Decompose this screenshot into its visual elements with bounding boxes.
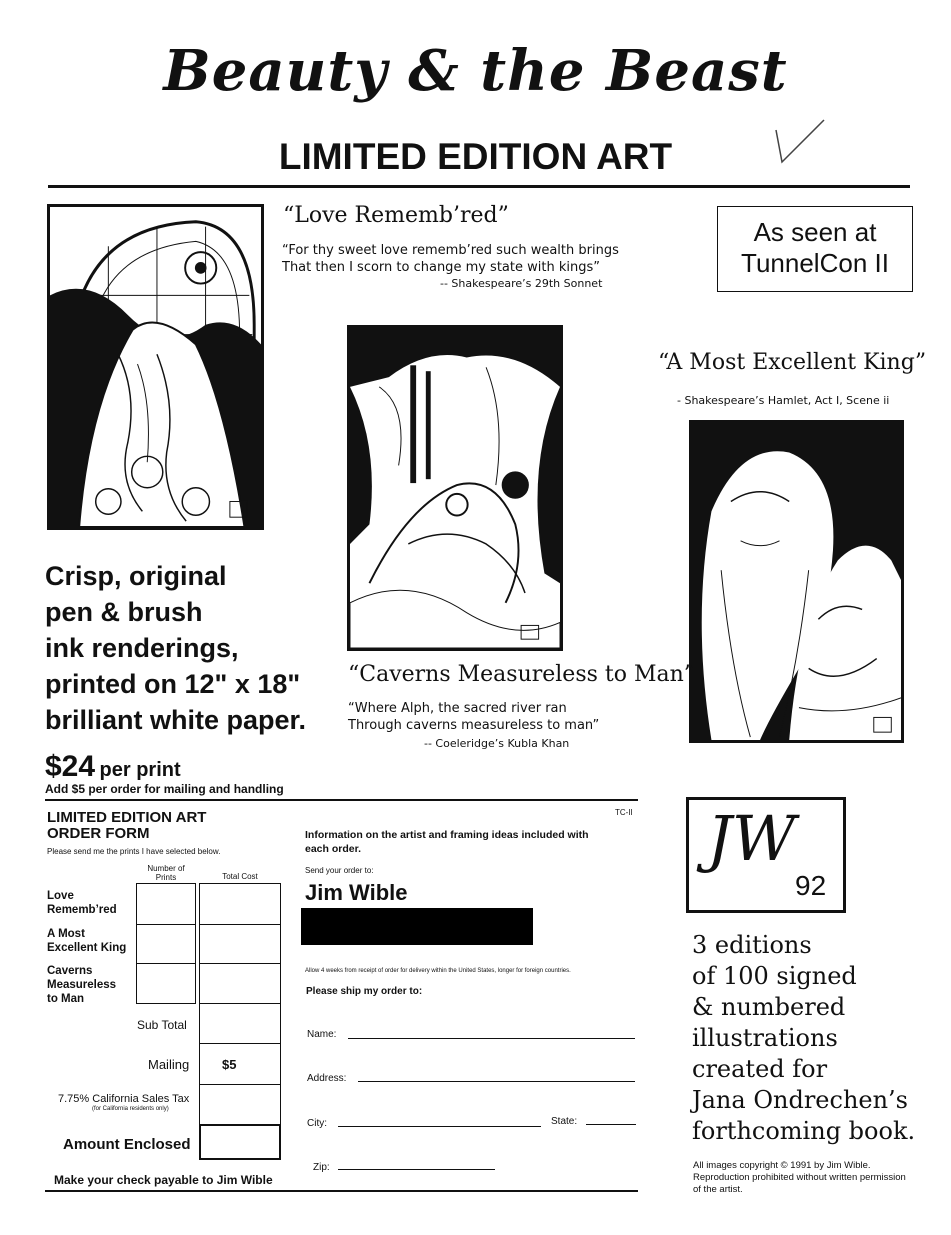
copyright-line1: All images copyright © 1991 by Jim Wible. <box>693 1160 871 1171</box>
editions-line3: & numbered <box>692 993 846 1021</box>
promo-text <box>45 558 306 738</box>
redacted-address-block <box>301 908 533 945</box>
name-label: Name: <box>307 1029 337 1040</box>
state-label: State: <box>551 1116 578 1127</box>
badge-line2: TunnelCon II <box>741 248 889 278</box>
subtotal-label: Sub Total <box>137 1018 187 1032</box>
row-label-king <box>47 927 126 955</box>
love-cost-field[interactable] <box>199 883 281 925</box>
editions-line4: illustrations <box>692 1024 838 1052</box>
excellent-king-artwork <box>689 420 904 743</box>
zip-label: Zip: <box>313 1162 330 1173</box>
copyright-notice <box>693 1160 906 1196</box>
page-title: Beauty & the Beast <box>163 38 788 104</box>
city-input[interactable] <box>338 1112 541 1127</box>
promo-line2: pen & brush <box>45 597 203 627</box>
form-bottom-divider <box>45 1190 638 1192</box>
love-remembered-attribution: -- Shakespeare’s 29th Sonnet <box>440 277 603 290</box>
form-code: TC-II <box>615 808 633 817</box>
row-caverns-line2: Measureless <box>47 979 117 991</box>
badge-line1: As seen at <box>753 217 877 247</box>
ship-label: Please ship my order to: <box>306 986 423 997</box>
copyright-line2: Reproduction prohibited without written permission <box>693 1172 906 1183</box>
price <box>45 750 181 784</box>
state-input[interactable] <box>586 1110 636 1125</box>
name-input[interactable] <box>348 1024 635 1039</box>
copyright-line3: of the artist. <box>693 1184 743 1195</box>
delivery-note: Allow 4 weeks from receipt of order for delivery within the United States, longer for foreign countries. <box>305 968 571 974</box>
editions-line2: of 100 signed <box>692 962 857 990</box>
order-form-title <box>47 810 206 842</box>
logo-initials: JW <box>707 802 796 875</box>
caverns-attribution: -- Coeleridge’s Kubla Khan <box>424 737 570 750</box>
mailing-value: $5 <box>222 1057 237 1072</box>
info-line1: Information on the artist and framing ideas included with <box>305 829 589 841</box>
row-king-line1: A Most <box>47 928 85 940</box>
order-form-title-line1: LIMITED EDITION ART <box>47 809 207 826</box>
info-line2: each order. <box>305 843 362 855</box>
editions-text <box>692 930 915 1147</box>
tax-note: (for California residents only) <box>92 1106 169 1112</box>
logo-year: 92 <box>795 870 827 901</box>
promo-line3: ink renderings, <box>45 633 239 663</box>
caverns-prints-field[interactable] <box>136 963 196 1004</box>
love-remembered-artwork <box>47 204 264 530</box>
caverns-quote-line1: “Where Alph, the sacred river ran <box>348 701 567 716</box>
caverns-quote-line2: Through caverns measureless to man” <box>348 718 600 733</box>
col-cost-header: Total Cost <box>222 872 258 881</box>
form-instructions: Please send me the prints I have selected below. <box>47 847 221 856</box>
check-note: Make your check payable to Jim Wible <box>54 1173 273 1187</box>
king-attribution: - Shakespeare’s Hamlet, Act I, Scene ii <box>677 394 890 407</box>
tunnelcon-badge <box>717 206 913 292</box>
promo-line1: Crisp, original <box>45 561 227 591</box>
row-love-line2: Remembʼred <box>47 904 117 916</box>
artist-name: Jim Wible <box>305 880 408 905</box>
king-prints-field[interactable] <box>136 924 196 964</box>
checkmark-icon <box>768 118 828 178</box>
row-love-line1: Love <box>47 890 74 902</box>
editions-line1: 3 editions <box>692 931 812 959</box>
mailing-label: Mailing <box>148 1057 190 1072</box>
artist-logo <box>686 797 846 913</box>
mailing-note: Add $5 per order for mailing and handling <box>45 782 284 796</box>
promo-line4: printed on 12" x 18" <box>45 669 301 699</box>
love-remembered-quote-line1: “For thy sweet love rememb’red such wealth brings <box>282 243 619 258</box>
row-label-love <box>47 889 117 917</box>
promo-line5: brilliant white paper. <box>45 705 307 735</box>
amount-enclosed-label: Amount Enclosed <box>63 1136 191 1153</box>
caverns-title: “Caverns Measureless to Man” <box>348 662 696 687</box>
tax-label: 7.75% California Sales Tax <box>58 1093 190 1105</box>
amount-enclosed-field[interactable] <box>199 1124 281 1160</box>
love-prints-field[interactable] <box>136 883 196 925</box>
tax-field[interactable] <box>199 1084 281 1125</box>
row-king-line2: Excellent King <box>47 942 127 954</box>
row-label-caverns <box>47 964 116 1006</box>
love-remembered-title: “Love Rememb’red” <box>283 203 509 228</box>
caverns-cost-field[interactable] <box>199 963 281 1004</box>
love-remembered-quote-line2: That then I scorn to change my state with kings” <box>282 260 600 275</box>
row-caverns-line1: Caverns <box>47 965 93 977</box>
editions-line5: created for <box>692 1055 828 1083</box>
caverns-artwork <box>347 325 563 651</box>
editions-line7: forthcoming book. <box>692 1117 916 1145</box>
col-prints-header: Number of Prints <box>147 864 185 882</box>
address-input[interactable] <box>358 1067 635 1082</box>
header-divider <box>48 185 910 188</box>
order-form-title-line2: ORDER FORM <box>47 825 150 842</box>
editions-line6: Jana Ondrechen’s <box>692 1086 908 1114</box>
king-cost-field[interactable] <box>199 924 281 964</box>
subtotal-field[interactable] <box>199 1003 281 1044</box>
send-to-label: Send your order to: <box>305 866 374 875</box>
row-caverns-line3: to Man <box>47 993 85 1005</box>
form-top-divider <box>45 799 638 801</box>
mailing-field <box>199 1043 281 1085</box>
price-unit: per print <box>99 759 181 781</box>
price-value: $24 <box>45 750 96 783</box>
city-label: City: <box>307 1118 327 1129</box>
address-label: Address: <box>307 1073 347 1084</box>
page-subtitle: LIMITED EDITION ART <box>278 136 673 177</box>
zip-input[interactable] <box>338 1155 495 1170</box>
king-title: “A Most Excellent King” <box>658 350 927 375</box>
